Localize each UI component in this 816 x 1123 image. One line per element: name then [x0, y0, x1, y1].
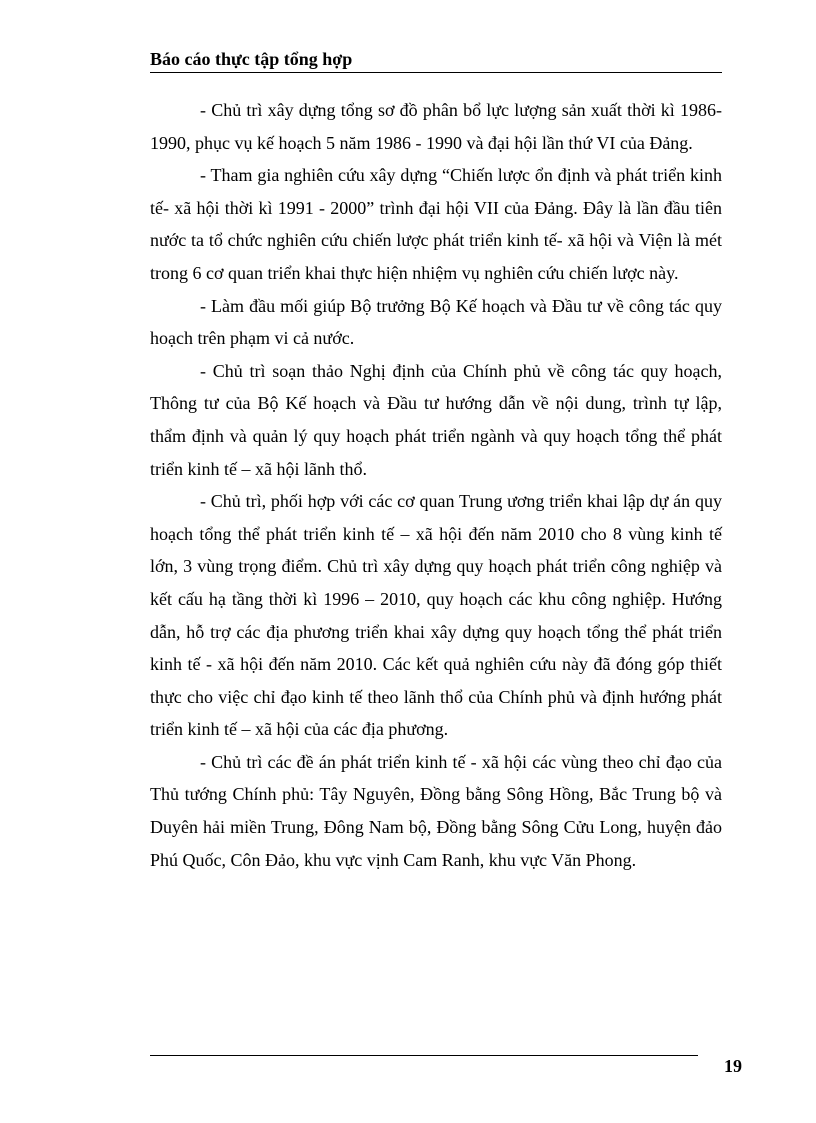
- page-number: 19: [724, 1056, 742, 1076]
- paragraph-5: - Chủ trì, phối hợp với các cơ quan Trung ương triển khai lập dự án quy hoạch tổng thể phát triển kinh tế – xã hội đến năm 2010 cho 8 vùng kinh tế lớn, 3 vùng trọng điểm. Chủ trì xây dựng quy hoạch phát triển công nghiệp và kết cấu hạ tầng thời kì 1996 – 2010, quy hoạch các khu công nghiệp. Hướng dẫn, hỗ trợ các địa phương triển khai xây dựng quy hoạch tổng thể phát triển kinh tế - xã hội đến năm 2010. Các kết quả nghiên cứu này đã đóng góp thiết thực cho việc chỉ đạo kinh tế theo lãnh thổ của Chính phủ và định hướng phát triển kinh tế – xã hội của các địa phương.: [150, 491, 722, 740]
- paragraph-2: - Tham gia nghiên cứu xây dựng “Chiến lược ổn định và phát triển kinh tế- xã hội thời kì 1991 - 2000” trình đại hội VII của Đảng. Đây là lần đầu tiên nước ta tổ chức nghiên cứu chiến lược phát triển kinh tế- xã hội và Viện là mét trong 6 cơ quan triển khai thực hiện nhiệm vụ nghiên cứu chiến lược này.: [150, 165, 722, 283]
- document-body: [150, 94, 722, 876]
- header-title: Báo cáo thực tập tổng hợp: [150, 49, 353, 69]
- page-header: [150, 48, 722, 73]
- footer-divider: [150, 1055, 698, 1056]
- paragraph-3: - Làm đầu mối giúp Bộ trưởng Bộ Kế hoạch và Đầu tư về công tác quy hoạch trên phạm vi cả nước.: [150, 295, 722, 349]
- paragraph-1: - Chủ trì xây dựng tổng sơ đồ phân bổ lực lượng sản xuất thời kì 1986-1990, phục vụ kế hoạch 5 năm 1986 - 1990 và đại hội lần thứ VI của Đảng.: [150, 100, 722, 153]
- paragraph-6: - Chủ trì các đề án phát triển kinh tế - xã hội các vùng theo chỉ đạo của Thủ tướng Chính phủ: Tây Nguyên, Đồng bằng Sông Hồng, Bắc Trung bộ và Duyên hải miền Trung, Đông Nam bộ, Đồng bằng Sông Cửu Long, huyện đảo Phú Quốc, Côn Đảo, khu vực vịnh Cam Ranh, khu vực Văn Phong.: [150, 751, 722, 870]
- paragraph-4: - Chủ trì soạn thảo Nghị định của Chính phủ về công tác quy hoạch, Thông tư của Bộ Kế hoạch và Đầu tư hướng dẫn về nội dung, trình tự lập, thẩm định và quản lý quy hoạch phát triển ngành và quy hoạch tổng thể phát triển kinh tế – xã hội lãnh thổ.: [150, 360, 722, 479]
